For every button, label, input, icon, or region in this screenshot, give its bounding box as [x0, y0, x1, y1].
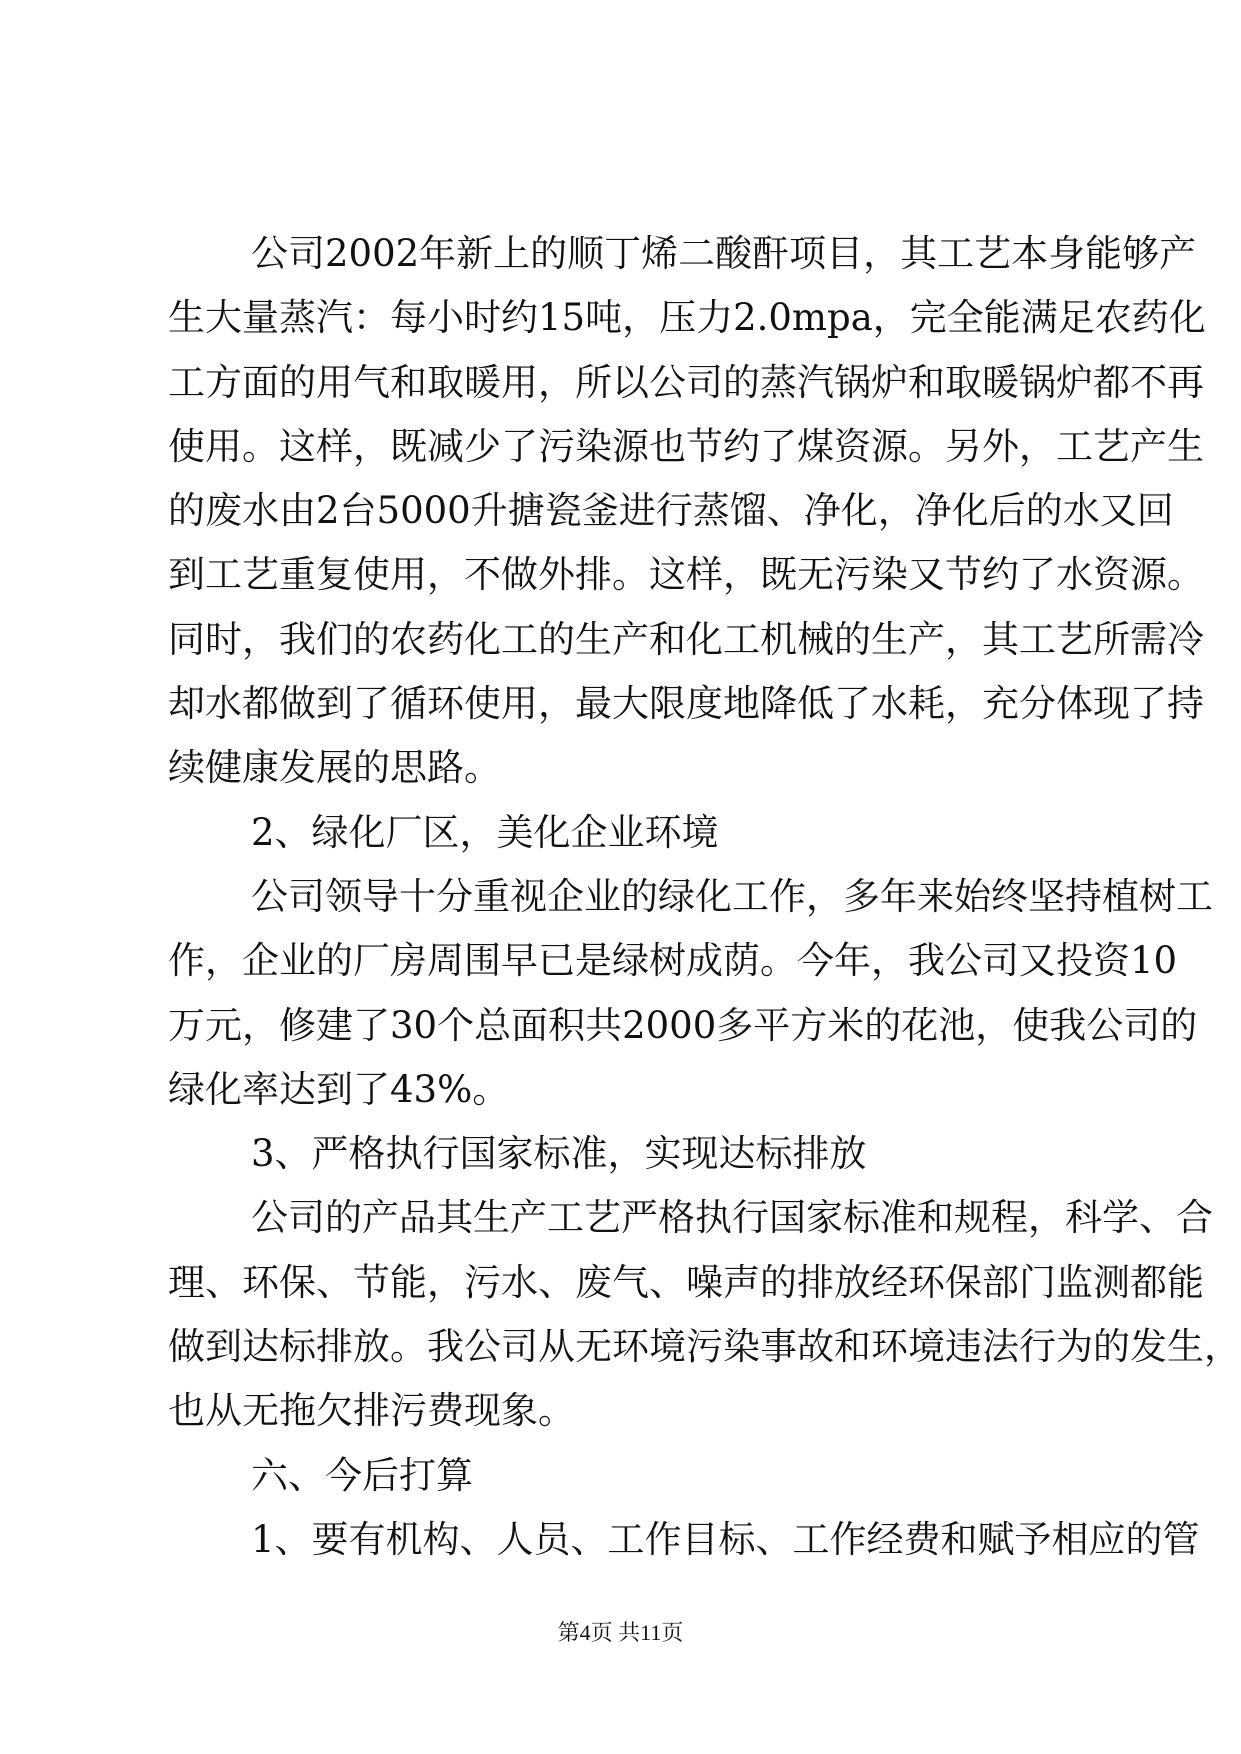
paragraph [168, 1186, 1241, 1443]
text-line: 做到达标排放。我公司从无环境污染事故和环境违法行为的发生， [168, 1325, 1241, 1369]
paragraph [168, 1508, 1200, 1572]
text-line: 生大量蒸汽：每小时约15吨，压力2.0mpa，完全能满足农药化 [168, 296, 1206, 340]
text-line: 同时，我们的农药化工的生产和化工机械的生产，其工艺所需冷 [168, 617, 1204, 661]
text-line: 3、严格执行国家标准，实现达标排放 [251, 1132, 867, 1176]
text-line: 公司2002年新上的顺丁烯二酸酐项目，其工艺本身能够产 [251, 232, 1197, 275]
text-line: 却水都做到了循环使用，最大限度地降低了水耗，充分体现了持 [168, 682, 1204, 726]
text-line: 到工艺重复使用，不做外排。这样，既无污染又节约了水资源。 [168, 553, 1204, 597]
text-line: 2、绿化厂区，美化企业环境 [251, 810, 719, 854]
page-footer: 第4页 共11页 [557, 1620, 684, 1645]
paragraph [168, 1122, 1084, 1186]
text-line: 作，企业的厂房周围早已是绿树成荫。今年，我公司又投资10 [168, 939, 1178, 983]
text-line: 公司领导十分重视企业的绿化工作，多年来始终坚持植树工 [251, 874, 1213, 918]
text-line: 绿化率达到了43%。 [168, 1067, 510, 1111]
text-line: 工方面的用气和取暖用，所以公司的蒸汽锅炉和取暖锅炉都不再 [168, 360, 1204, 404]
paragraph [168, 865, 1213, 1122]
document-body [168, 222, 1241, 1572]
paragraph [168, 801, 1084, 865]
text-line: 公司的产品其生产工艺严格执行国家标准和规程，科学、合 [251, 1196, 1213, 1240]
text-line: 也从无拖欠排污费现象。 [168, 1389, 575, 1433]
text-line: 续健康发展的思路。 [168, 746, 501, 790]
text-line: 六、今后打算 [251, 1453, 473, 1497]
text-line: 1、要有机构、人员、工作目标、工作经费和赋予相应的管 [251, 1517, 1200, 1561]
text-line: 的废水由2台5000升搪瓷釜进行蒸馏、净化，净化后的水又回 [168, 489, 1174, 533]
paragraph [168, 1444, 1084, 1508]
text-line: 万元，修建了30个总面积共2000多平方米的花池，使我公司的 [168, 1003, 1198, 1047]
paragraph [168, 222, 1206, 801]
text-line: 使用。这样，既减少了污染源也节约了煤资源。另外，工艺产生 [168, 424, 1204, 468]
text-line: 理、环保、节能，污水、废气、噪声的排放经环保部门监测都能 [168, 1260, 1204, 1304]
